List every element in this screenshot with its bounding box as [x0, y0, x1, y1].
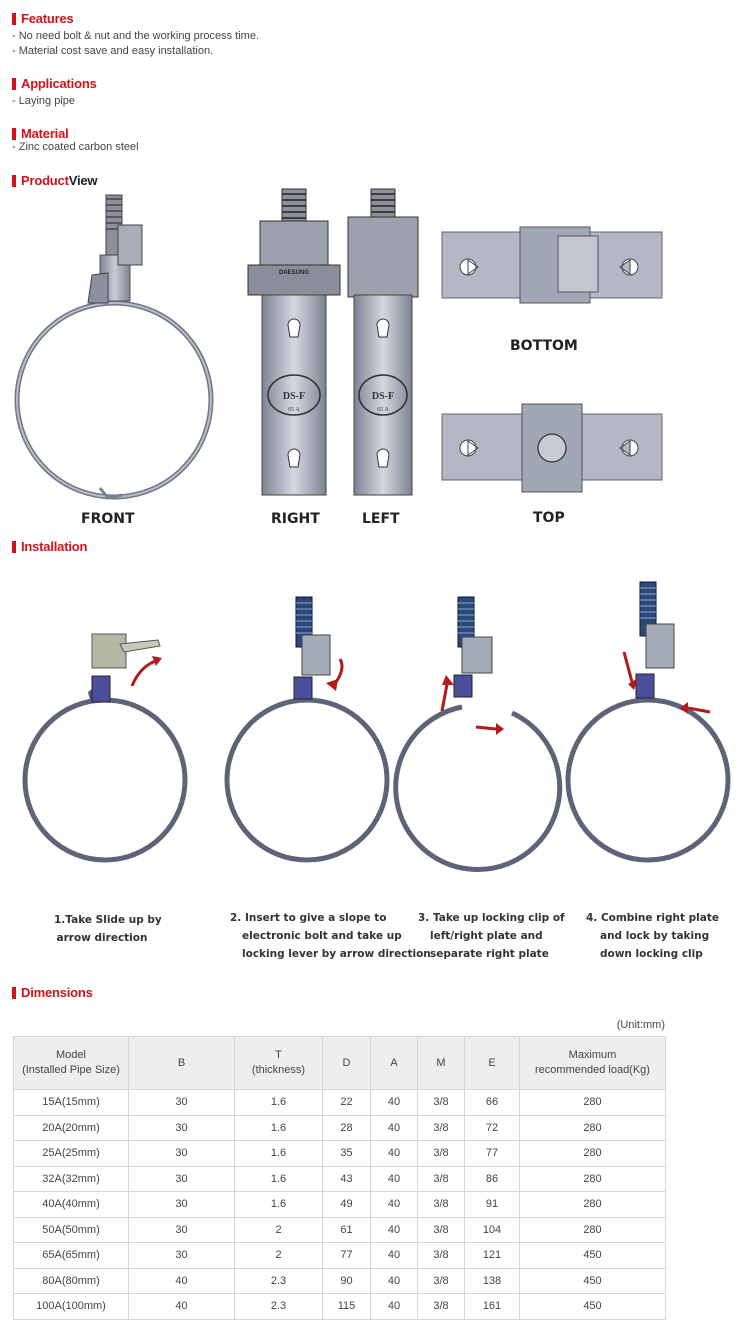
table-cell: 280	[520, 1141, 666, 1167]
caption-left: LEFT	[362, 511, 400, 527]
table-header-cell	[129, 1037, 235, 1090]
table-row	[14, 1166, 666, 1192]
applications-text: - Laying pipe	[12, 95, 75, 107]
table-cell: 3/8	[418, 1090, 465, 1116]
table-header-cell	[235, 1037, 323, 1090]
table-cell: 280	[520, 1192, 666, 1218]
table-cell: 40	[371, 1166, 418, 1192]
table-cell: 3/8	[418, 1268, 465, 1294]
table-cell: 450	[520, 1294, 666, 1320]
right-view-image	[244, 185, 344, 500]
table-cell: 49	[323, 1192, 371, 1218]
table-row	[14, 1090, 666, 1116]
table-cell: 91	[465, 1192, 520, 1218]
table-cell: 28	[323, 1115, 371, 1141]
table-header-cell	[520, 1037, 666, 1090]
table-cell: 121	[465, 1243, 520, 1269]
table-header-text: B	[177, 1056, 186, 1069]
table-cell: 3/8	[418, 1243, 465, 1269]
heading-bar	[12, 78, 16, 90]
band-label-text: DS-F	[282, 391, 306, 402]
table-cell: 40	[371, 1217, 418, 1243]
table-cell: 90	[323, 1268, 371, 1294]
table-cell: 280	[520, 1090, 666, 1116]
table-header-cell	[14, 1037, 129, 1090]
table-cell: 280	[520, 1166, 666, 1192]
table-cell: 3/8	[418, 1217, 465, 1243]
table-cell: 3/8	[418, 1115, 465, 1141]
table-cell: 3/8	[418, 1294, 465, 1320]
heading-bar	[12, 987, 16, 999]
table-row	[14, 1115, 666, 1141]
table-cell: 15A(15mm)	[14, 1090, 129, 1116]
install-step-3-caption: 3. Take up locking clip of left/right plate and separate right plate	[418, 912, 565, 960]
table-cell: 50A(50mm)	[14, 1217, 129, 1243]
table-header-text: Model	[56, 1049, 86, 1061]
table-cell: 30	[129, 1115, 235, 1141]
front-view-image	[0, 185, 230, 515]
table-cell: 66	[465, 1090, 520, 1116]
table-cell: 280	[520, 1115, 666, 1141]
table-header-text: E	[488, 1056, 496, 1069]
caption-bottom: BOTTOM	[510, 338, 578, 354]
table-cell: 40	[371, 1115, 418, 1141]
installation-heading: Installation	[12, 539, 87, 554]
table-cell: 280	[520, 1217, 666, 1243]
band-size-text: 65 A	[288, 407, 300, 413]
table-cell: 40	[371, 1294, 418, 1320]
table-cell: 77	[323, 1243, 371, 1269]
features-heading: Features	[12, 11, 74, 26]
table-cell: 115	[323, 1294, 371, 1320]
table-cell: 1.6	[235, 1166, 323, 1192]
band-label-text: DS-F	[371, 391, 395, 402]
table-cell: 40	[371, 1192, 418, 1218]
table-cell: 61	[323, 1217, 371, 1243]
table-header-text: (thickness)	[251, 1064, 306, 1076]
table-cell: 65A(65mm)	[14, 1243, 129, 1269]
table-row	[14, 1141, 666, 1167]
table-cell: 450	[520, 1243, 666, 1269]
table-body	[14, 1090, 666, 1320]
table-cell: 40	[129, 1268, 235, 1294]
table-cell: 30	[129, 1192, 235, 1218]
heading-bar	[12, 13, 16, 25]
band-size-text: 65 A	[377, 407, 389, 413]
material-text: - Zinc coated carbon steel	[12, 141, 139, 153]
table-header-text: T	[275, 1049, 282, 1061]
table-cell: 2	[235, 1243, 323, 1269]
table-cell: 2.3	[235, 1294, 323, 1320]
table-cell: 30	[129, 1090, 235, 1116]
install-step-1-image	[20, 630, 190, 890]
left-view-image	[338, 185, 428, 500]
install-step-4-image	[566, 578, 741, 890]
table-header-text: recommended load(Kg)	[535, 1064, 650, 1076]
table-cell: 40A(40mm)	[14, 1192, 129, 1218]
table-cell: 40	[371, 1141, 418, 1167]
features-line: - Material cost save and easy installation.	[12, 45, 214, 57]
table-cell: 86	[465, 1166, 520, 1192]
table-cell: 40	[371, 1268, 418, 1294]
table-cell: 40	[129, 1294, 235, 1320]
table-cell: 1.6	[235, 1090, 323, 1116]
table-cell: 30	[129, 1166, 235, 1192]
bracket-brand-text: DAESUNG	[278, 270, 310, 276]
features-list	[12, 29, 259, 59]
table-row	[14, 1294, 666, 1320]
table-row	[14, 1217, 666, 1243]
table-cell: 3/8	[418, 1141, 465, 1167]
table-cell: 104	[465, 1217, 520, 1243]
table-cell: 30	[129, 1217, 235, 1243]
table-header-cell	[418, 1037, 465, 1090]
table-header-text: D	[342, 1056, 351, 1069]
table-cell: 80A(80mm)	[14, 1268, 129, 1294]
dimensions-heading: Dimensions	[12, 985, 93, 1000]
install-step-2-image	[222, 595, 392, 890]
table-cell: 40	[371, 1090, 418, 1116]
table-cell: 40	[371, 1243, 418, 1269]
heading-bar	[12, 541, 16, 553]
table-cell: 20A(20mm)	[14, 1115, 129, 1141]
table-cell: 1.6	[235, 1141, 323, 1167]
table-cell: 2	[235, 1217, 323, 1243]
table-cell: 32A(32mm)	[14, 1166, 129, 1192]
install-step-4-caption: 4. Combine right plate and lock by taking down locking clip	[586, 912, 719, 960]
table-cell: 30	[129, 1243, 235, 1269]
table-cell: 35	[323, 1141, 371, 1167]
table-header-text: A	[390, 1056, 398, 1069]
table-cell: 1.6	[235, 1192, 323, 1218]
table-header-row	[14, 1037, 666, 1090]
table-row	[14, 1192, 666, 1218]
install-step-3-image	[392, 595, 572, 890]
material-heading: Material	[12, 126, 69, 141]
table-header-cell	[323, 1037, 371, 1090]
install-step-1-caption: 1.Take Slide up by arrow direction	[54, 914, 162, 944]
table-cell: 450	[520, 1268, 666, 1294]
table-cell: 25A(25mm)	[14, 1141, 129, 1167]
table-cell: 100A(100mm)	[14, 1294, 129, 1320]
table-row	[14, 1243, 666, 1269]
table-cell: 30	[129, 1141, 235, 1167]
table-row	[14, 1268, 666, 1294]
table-header-cell	[371, 1037, 418, 1090]
table-header-text: Maximum	[568, 1049, 617, 1061]
top-view-image	[440, 400, 665, 500]
caption-right: RIGHT	[271, 511, 320, 527]
caption-front: FRONT	[81, 511, 135, 527]
table-cell: 77	[465, 1141, 520, 1167]
table-cell: 72	[465, 1115, 520, 1141]
table-cell: 3/8	[418, 1192, 465, 1218]
table-cell: 1.6	[235, 1115, 323, 1141]
heading-bar	[12, 128, 16, 140]
caption-top: TOP	[533, 510, 565, 526]
bottom-view-image	[440, 222, 665, 312]
applications-heading: Applications	[12, 76, 97, 91]
table-header-text: (Installed Pipe Size)	[22, 1064, 120, 1076]
table-cell: 3/8	[418, 1166, 465, 1192]
table-cell: 138	[465, 1268, 520, 1294]
table-header-text: M	[436, 1056, 446, 1069]
table-cell: 2.3	[235, 1268, 323, 1294]
table-header-cell	[465, 1037, 520, 1090]
unit-label: (Unit:mm)	[616, 1019, 665, 1031]
product-view-heading: Product View	[12, 173, 97, 188]
features-line: - No need bolt & nut and the working process time.	[12, 30, 260, 42]
install-step-2-caption: 2. Insert to give a slope to electronic bolt and take up locking lever by arrow direction	[230, 912, 431, 960]
table-cell: 161	[465, 1294, 520, 1320]
dimensions-table	[13, 1036, 666, 1320]
table-cell: 22	[323, 1090, 371, 1116]
table-cell: 43	[323, 1166, 371, 1192]
